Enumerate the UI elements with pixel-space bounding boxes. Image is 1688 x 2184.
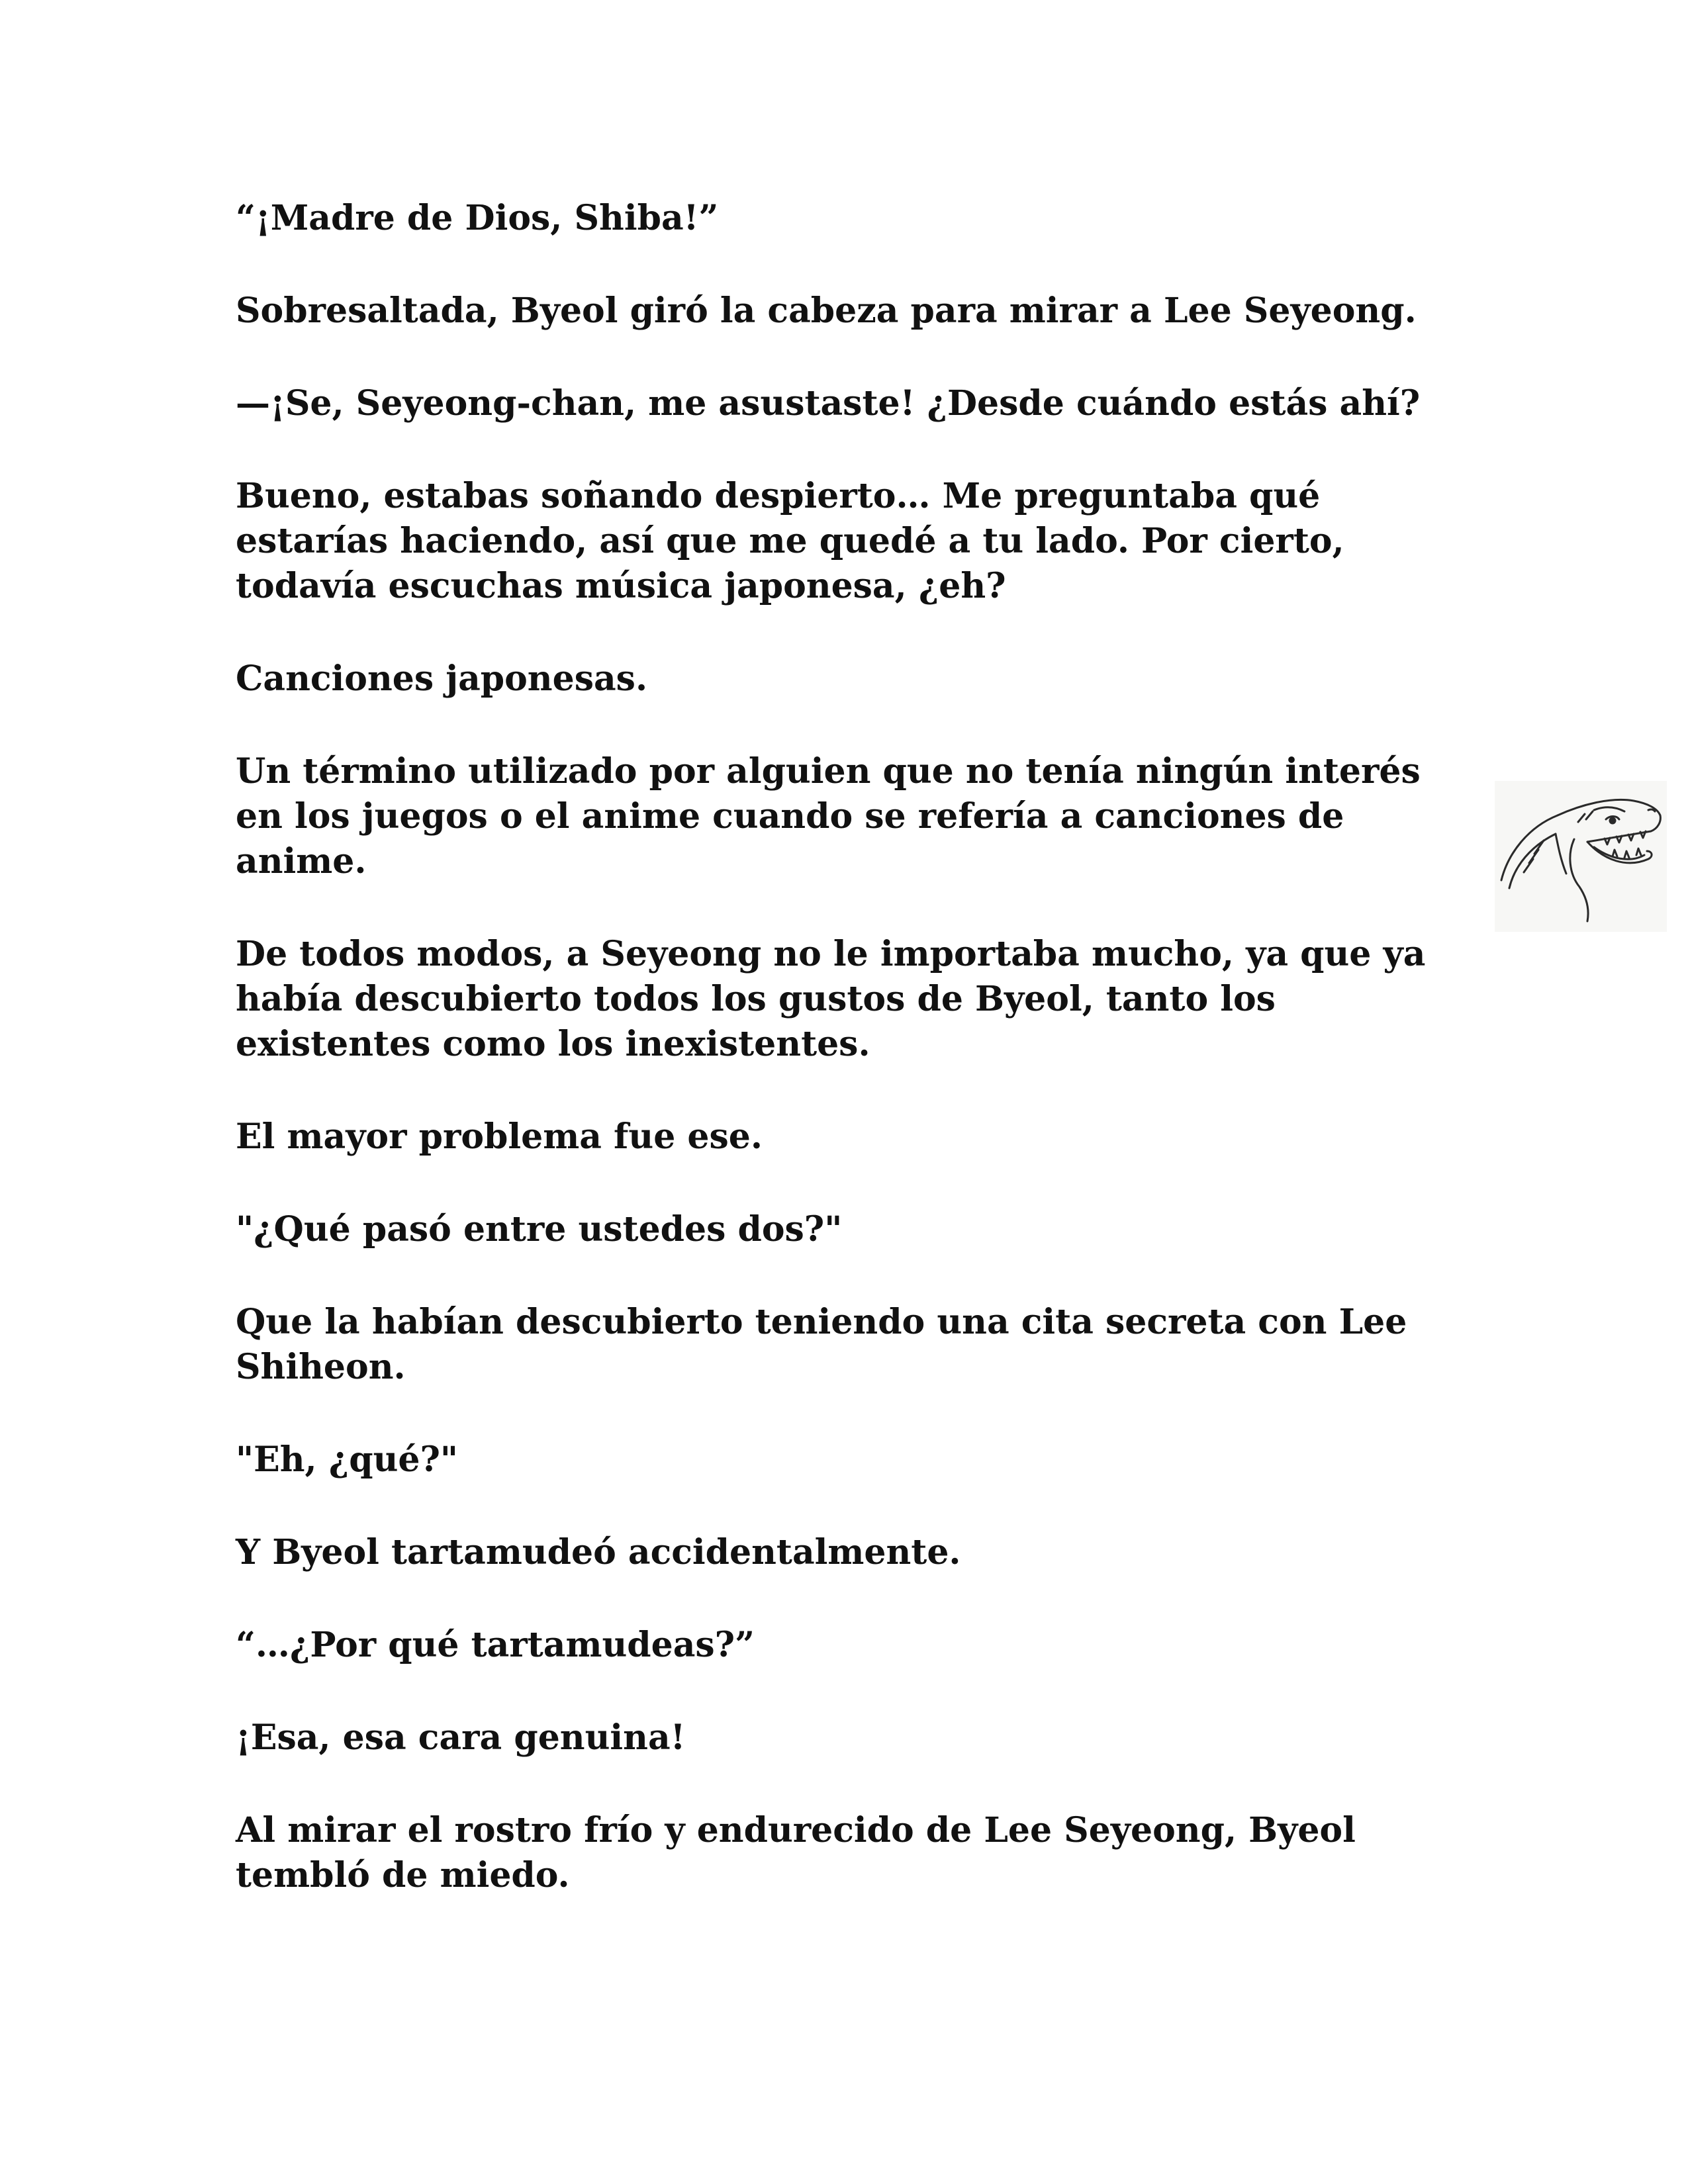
text-line: —¡Se, Seyeong-chan, me asustaste! ¿Desde cuándo estás ahí? — [236, 383, 1421, 424]
text-line: ¡Esa, esa cara genuina! — [236, 1717, 686, 1758]
text-line: estarías haciendo, así que me quedé a tu lado. Por cierto, — [236, 521, 1344, 561]
text-body — [236, 196, 1460, 1946]
paragraph — [236, 1623, 1460, 1668]
paragraph — [236, 1530, 1460, 1575]
text-line: Al mirar el rostro frío y endurecido de Lee Seyeong, Byeol — [236, 1810, 1356, 1850]
paragraph — [236, 1115, 1460, 1160]
text-line: anime. — [236, 841, 367, 882]
text-line: Y Byeol tartamudeó accidentalmente. — [236, 1532, 961, 1572]
paragraph — [236, 289, 1460, 334]
paragraph — [236, 474, 1460, 609]
paragraph — [236, 1437, 1460, 1482]
text-line: Sobresaltada, Byeol giró la cabeza para mirar a Lee Seyeong. — [236, 291, 1417, 331]
text-line: El mayor problema fue ese. — [236, 1116, 763, 1157]
text-line: Un término utilizado por alguien que no tenía ningún interés — [236, 751, 1421, 792]
paragraph — [236, 657, 1460, 702]
dinosaur-head-sketch-icon — [1495, 781, 1667, 932]
text-line: Shiheon. — [236, 1347, 406, 1387]
text-line: De todos modos, a Seyeong no le importaba mucho, ya que ya — [236, 934, 1426, 974]
text-line: “¡Madre de Dios, Shiba!” — [236, 198, 719, 238]
text-line: “…¿Por qué tartamudeas?” — [236, 1625, 755, 1665]
text-line: tembló de miedo. — [236, 1855, 570, 1895]
text-line: "¿Qué pasó entre ustedes dos?" — [236, 1209, 843, 1250]
text-line: en los juegos o el anime cuando se refería a canciones de — [236, 796, 1344, 837]
paragraph — [236, 1715, 1460, 1760]
text-line: todavía escuchas música japonesa, ¿eh? — [236, 566, 1006, 606]
paragraph — [236, 1207, 1460, 1252]
paragraph — [236, 196, 1460, 241]
text-line: existentes como los inexistentes. — [236, 1024, 870, 1064]
text-line: Que la habían descubierto teniendo una cita secreta con Lee — [236, 1302, 1407, 1342]
text-line: "Eh, ¿qué?" — [236, 1439, 459, 1480]
paragraph — [236, 749, 1460, 884]
paragraph — [236, 1300, 1460, 1390]
paragraph — [236, 1808, 1460, 1898]
text-line: Canciones japonesas. — [236, 659, 648, 699]
paragraph — [236, 932, 1460, 1067]
text-line: Bueno, estabas soñando despierto… Me preguntaba qué — [236, 476, 1321, 516]
paragraph — [236, 381, 1460, 426]
text-line: había descubierto todos los gustos de Byeol, tanto los — [236, 979, 1276, 1019]
